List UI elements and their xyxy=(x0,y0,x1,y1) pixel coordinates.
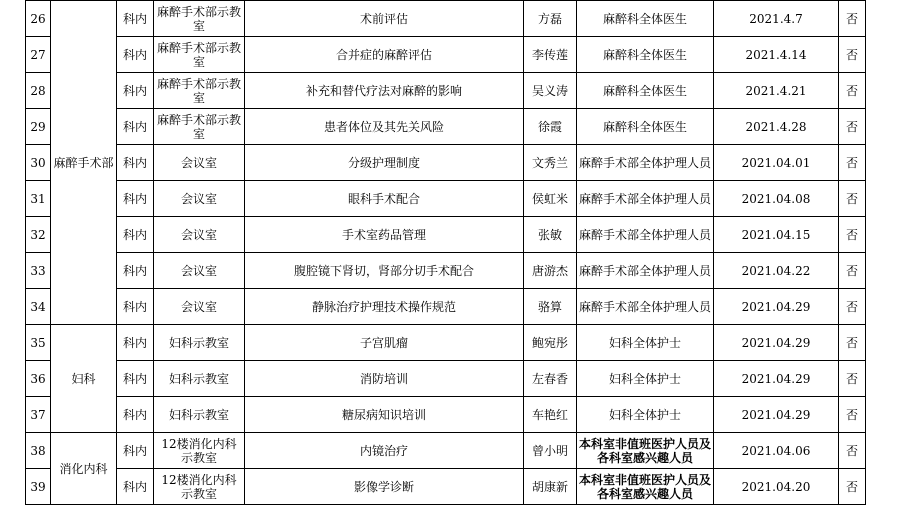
training-type: 科内 xyxy=(117,73,154,109)
table-row xyxy=(26,325,866,361)
table-row xyxy=(26,469,866,505)
speaker-name: 骆算 xyxy=(524,289,577,325)
training-date: 2021.04.29 xyxy=(714,361,839,397)
credit-flag: 否 xyxy=(839,73,866,109)
department-cell: 消化内科 xyxy=(51,433,117,505)
table-row xyxy=(26,1,866,37)
training-location: 麻醉手术部示教室 xyxy=(154,109,245,145)
target-audience: 麻醉手术部全体护理人员 xyxy=(577,145,714,181)
training-type: 科内 xyxy=(117,361,154,397)
training-topic: 子宫肌瘤 xyxy=(245,325,524,361)
training-topic: 分级护理制度 xyxy=(245,145,524,181)
training-location: 会议室 xyxy=(154,217,245,253)
training-location: 妇科示教室 xyxy=(154,325,245,361)
training-topic: 内镜治疗 xyxy=(245,433,524,469)
training-location: 妇科示教室 xyxy=(154,397,245,433)
credit-flag: 否 xyxy=(839,1,866,37)
training-date: 2021.04.29 xyxy=(714,289,839,325)
target-audience: 妇科全体护士 xyxy=(577,325,714,361)
speaker-name: 左春香 xyxy=(524,361,577,397)
table-row xyxy=(26,73,866,109)
credit-flag: 否 xyxy=(839,109,866,145)
table-row xyxy=(26,37,866,73)
row-number: 36 xyxy=(26,361,51,397)
table-row xyxy=(26,109,866,145)
training-topic: 补充和替代疗法对麻醉的影响 xyxy=(245,73,524,109)
row-number: 39 xyxy=(26,469,51,505)
training-type: 科内 xyxy=(117,181,154,217)
speaker-name: 方磊 xyxy=(524,1,577,37)
speaker-name: 吴义涛 xyxy=(524,73,577,109)
speaker-name: 侯虹米 xyxy=(524,181,577,217)
credit-flag: 否 xyxy=(839,397,866,433)
speaker-name: 文秀兰 xyxy=(524,145,577,181)
training-type: 科内 xyxy=(117,289,154,325)
table-row xyxy=(26,361,866,397)
training-date: 2021.04.29 xyxy=(714,325,839,361)
credit-flag: 否 xyxy=(839,361,866,397)
training-type: 科内 xyxy=(117,1,154,37)
speaker-name: 徐霞 xyxy=(524,109,577,145)
table-row xyxy=(26,181,866,217)
target-audience: 麻醉科全体医生 xyxy=(577,1,714,37)
training-location: 麻醉手术部示教室 xyxy=(154,73,245,109)
training-topic: 术前评估 xyxy=(245,1,524,37)
training-type: 科内 xyxy=(117,325,154,361)
training-date: 2021.4.28 xyxy=(714,109,839,145)
training-location: 会议室 xyxy=(154,181,245,217)
target-audience: 麻醉手术部全体护理人员 xyxy=(577,217,714,253)
training-date: 2021.04.15 xyxy=(714,217,839,253)
speaker-name: 胡康新 xyxy=(524,469,577,505)
training-topic: 手术室药品管理 xyxy=(245,217,524,253)
training-type: 科内 xyxy=(117,145,154,181)
training-topic: 消防培训 xyxy=(245,361,524,397)
training-type: 科内 xyxy=(117,37,154,73)
speaker-name: 张敏 xyxy=(524,217,577,253)
target-audience: 本科室非值班医护人员及各科室感兴趣人员 xyxy=(577,433,714,469)
training-topic: 患者体位及其先关风险 xyxy=(245,109,524,145)
table-body xyxy=(26,1,866,505)
training-date: 2021.04.08 xyxy=(714,181,839,217)
row-number: 31 xyxy=(26,181,51,217)
training-date: 2021.04.01 xyxy=(714,145,839,181)
speaker-name: 车艳红 xyxy=(524,397,577,433)
row-number: 27 xyxy=(26,37,51,73)
table-row xyxy=(26,397,866,433)
training-date: 2021.04.22 xyxy=(714,253,839,289)
credit-flag: 否 xyxy=(839,145,866,181)
credit-flag: 否 xyxy=(839,37,866,73)
training-type: 科内 xyxy=(117,217,154,253)
training-type: 科内 xyxy=(117,433,154,469)
training-location: 12楼消化内科示教室 xyxy=(154,433,245,469)
speaker-name: 曾小明 xyxy=(524,433,577,469)
training-date: 2021.04.29 xyxy=(714,397,839,433)
row-number: 33 xyxy=(26,253,51,289)
training-date: 2021.4.21 xyxy=(714,73,839,109)
table-row xyxy=(26,433,866,469)
speaker-name: 李传莲 xyxy=(524,37,577,73)
target-audience: 妇科全体护士 xyxy=(577,361,714,397)
training-type: 科内 xyxy=(117,469,154,505)
row-number: 34 xyxy=(26,289,51,325)
training-location: 会议室 xyxy=(154,253,245,289)
credit-flag: 否 xyxy=(839,469,866,505)
credit-flag: 否 xyxy=(839,217,866,253)
training-topic: 合并症的麻醉评估 xyxy=(245,37,524,73)
training-topic: 静脉治疗护理技术操作规范 xyxy=(245,289,524,325)
training-date: 2021.04.06 xyxy=(714,433,839,469)
department-cell: 麻醉手术部 xyxy=(51,1,117,325)
credit-flag: 否 xyxy=(839,253,866,289)
training-location: 妇科示教室 xyxy=(154,361,245,397)
training-type: 科内 xyxy=(117,109,154,145)
credit-flag: 否 xyxy=(839,325,866,361)
target-audience: 本科室非值班医护人员及各科室感兴趣人员 xyxy=(577,469,714,505)
training-type: 科内 xyxy=(117,397,154,433)
training-location: 麻醉手术部示教室 xyxy=(154,37,245,73)
row-number: 30 xyxy=(26,145,51,181)
table-row xyxy=(26,145,866,181)
row-number: 37 xyxy=(26,397,51,433)
row-number: 35 xyxy=(26,325,51,361)
target-audience: 麻醉手术部全体护理人员 xyxy=(577,181,714,217)
training-date: 2021.4.7 xyxy=(714,1,839,37)
target-audience: 麻醉手术部全体护理人员 xyxy=(577,253,714,289)
credit-flag: 否 xyxy=(839,433,866,469)
credit-flag: 否 xyxy=(839,289,866,325)
training-topic: 影像学诊断 xyxy=(245,469,524,505)
training-topic: 糖尿病知识培训 xyxy=(245,397,524,433)
training-schedule xyxy=(25,0,866,505)
training-table xyxy=(25,0,866,505)
training-location: 会议室 xyxy=(154,289,245,325)
training-topic: 腹腔镜下肾切，肾部分切手术配合 xyxy=(245,253,524,289)
training-date: 2021.4.14 xyxy=(714,37,839,73)
table-row xyxy=(26,253,866,289)
row-number: 32 xyxy=(26,217,51,253)
target-audience: 麻醉科全体医生 xyxy=(577,73,714,109)
speaker-name: 鲍宛彤 xyxy=(524,325,577,361)
row-number: 28 xyxy=(26,73,51,109)
department-cell: 妇科 xyxy=(51,325,117,433)
row-number: 29 xyxy=(26,109,51,145)
training-location: 12楼消化内科示教室 xyxy=(154,469,245,505)
credit-flag: 否 xyxy=(839,181,866,217)
training-date: 2021.04.20 xyxy=(714,469,839,505)
training-location: 麻醉手术部示教室 xyxy=(154,1,245,37)
target-audience: 妇科全体护士 xyxy=(577,397,714,433)
training-topic: 眼科手术配合 xyxy=(245,181,524,217)
training-location: 会议室 xyxy=(154,145,245,181)
row-number: 26 xyxy=(26,1,51,37)
target-audience: 麻醉科全体医生 xyxy=(577,109,714,145)
target-audience: 麻醉手术部全体护理人员 xyxy=(577,289,714,325)
target-audience: 麻醉科全体医生 xyxy=(577,37,714,73)
table-row xyxy=(26,289,866,325)
table-row xyxy=(26,217,866,253)
row-number: 38 xyxy=(26,433,51,469)
speaker-name: 唐游杰 xyxy=(524,253,577,289)
training-type: 科内 xyxy=(117,253,154,289)
